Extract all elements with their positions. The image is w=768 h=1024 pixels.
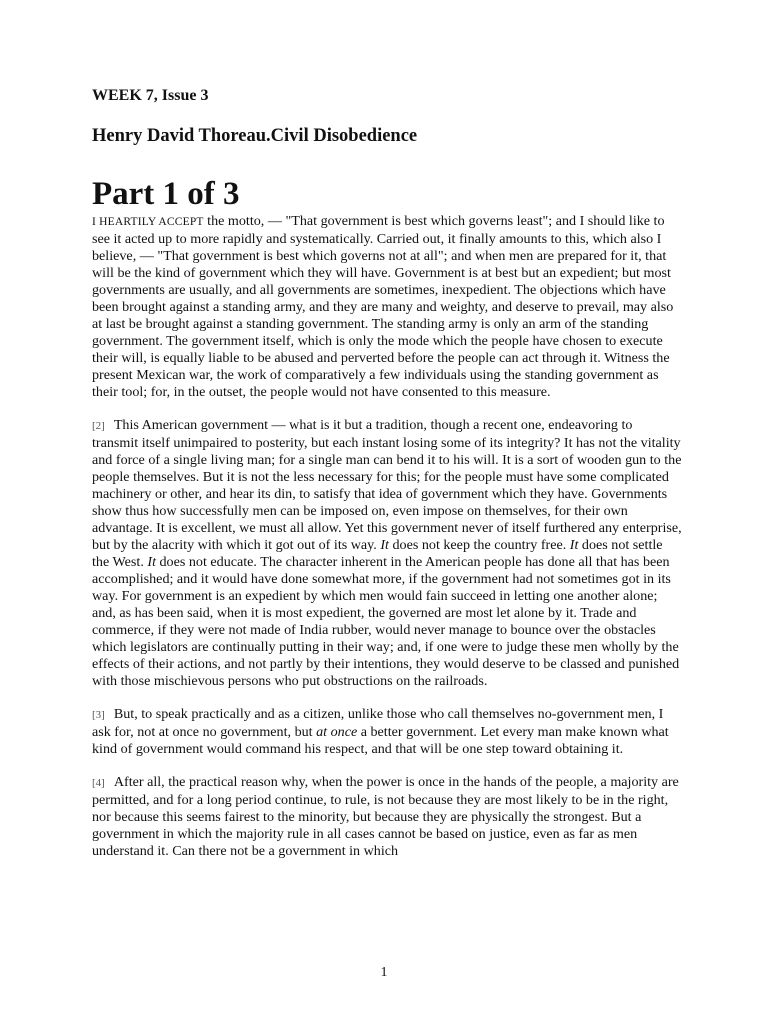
italic-text: It — [569, 537, 579, 553]
issue-heading: WEEK 7, Issue 3 — [92, 87, 209, 104]
paragraph-text: a better government. Let every man make known what kind of government would command his respect, and that will be one step toward obtaining it. — [92, 724, 669, 757]
paragraph-text: But, to speak practically and as a citizen, unlike those who call themselves no-government men, I ask for, not at once no government, but — [92, 706, 664, 740]
page-number: 1 — [380, 965, 388, 980]
italic-text: at once — [316, 724, 358, 740]
small-caps-lead: I HEARTILY ACCEPT — [92, 216, 204, 228]
paragraph-text: the motto, — "That government is best which governs least"; and I should like to see it acted up to more rapidly and systematically. Carried out, it finally amounts to this, which also I believe, — "That government is best which governs not at all"; and when men are prepared for it, that will be the kind of government which they will have. Government is at best but an expedient; but most governments are usually, and all governments are sometimes, inexpedient. The objections which have been brought against a standing army, and they are many and weighty, and deserve to prevail, may also at last be brought against a standing government. The standing army is only an arm of the standing government. The government itself, which is only the mode which the people have chosen to execute their will, is equally liable to be abused and perverted before the people can act through it. Witness the present Mexican war, the work of comparatively a few individuals using the standing government as their tool; for, in the outset, the people would not have consented to this measure. — [92, 213, 674, 400]
paragraph-2 — [92, 417, 682, 690]
paragraph-text: After all, the practical reason why, when the power is once in the hands of the people, a majority are permitted, and for a long period continue, to rule, is not because they are most likely to be in the right, nor because this seems fairest to the minority, but because they are physically the strongest. But a government in which the majority rule in all cases cannot be based on justice, even as far as men understand it. Can there not be a government in which — [92, 774, 679, 859]
paragraph-3 — [92, 706, 682, 758]
paragraph-text: does not educate. The character inherent in the American people has done all that has been accomplished; and it would have done somewhat more, if the government had not sometimes got in its way. For government is an expedient by which men would fain succeed in letting one another alone; and, as has been said, when it is most expedient, the governed are most let alone by it. Trade and commerce, if they were not made of India rubber, would never manage to bounce over the obstacles which legislators are continually putting in their way; and, if one were to judge these men wholly by the effects of their actions, and not partly by their intentions, they would deserve to be classed and punished with those mischievous persons who put obstructions on the railroads. — [92, 554, 680, 689]
italic-text: It — [147, 554, 156, 570]
document-title: Henry David Thoreau.Civil Disobedience — [92, 126, 418, 146]
paragraph-number: [3] — [92, 709, 105, 721]
part-heading: Part 1 of 3 — [92, 176, 240, 212]
paragraph-number: [4] — [92, 777, 105, 789]
paragraph-text: This American government — what is it but a tradition, though a recent one, endeavoring to transmit itself unimpaired to posterity, but each instant losing some of its integrity? It has not the vitality and force of a single living man; for a single man can bend it to his will. It is a sort of wooden gun to the people themselves. But it is not the less necessary for this; for the people must have some complicated machinery or other, and hear its din, to satisfy that idea of government which they have. Governments show thus how successfully men can be imposed on, even impose on themselves, for their own advantage. It is excellent, we must all allow. Yet this government never of itself furthered any enterprise, but by the alacrity with which it got out of its way. — [92, 417, 682, 553]
paragraph-number: [2] — [92, 420, 105, 432]
paragraph-4 — [92, 774, 682, 860]
paragraph-text: does not settle the West. — [92, 537, 663, 570]
paragraph-text: does not keep the country free. — [388, 537, 570, 553]
paragraph-1 — [92, 213, 682, 401]
italic-text: It — [380, 537, 389, 553]
document-body — [92, 213, 682, 876]
